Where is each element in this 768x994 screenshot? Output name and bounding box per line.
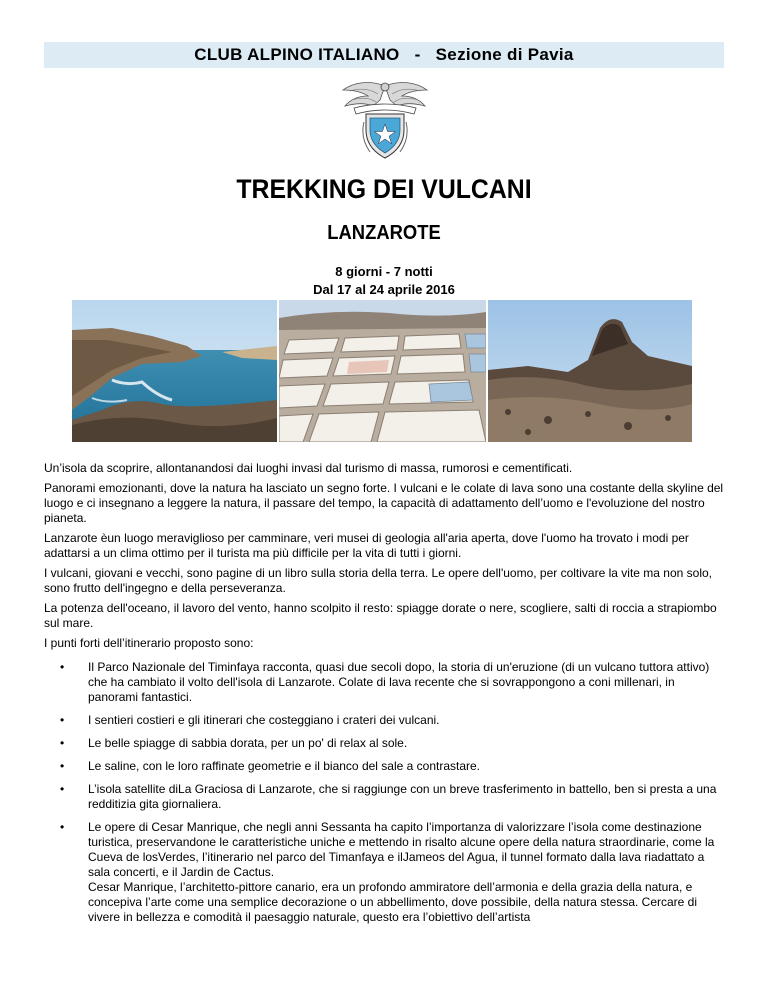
header-separator bbox=[400, 45, 415, 65]
page-title: TREKKING DEI VULCANI bbox=[236, 174, 532, 204]
header-band bbox=[44, 42, 724, 68]
bullet-icon: • bbox=[60, 660, 65, 674]
article-body bbox=[44, 461, 724, 933]
bullet-icon: • bbox=[60, 820, 65, 834]
highlights-list bbox=[44, 660, 724, 925]
intro-paragraph: Un’isola da scoprire, allontanandosi dai luoghi invasi dal turismo di massa, rumorosi e cementificati. bbox=[44, 461, 573, 475]
volcano-photo bbox=[488, 300, 692, 442]
coast-photo bbox=[72, 300, 277, 442]
bullet-icon: • bbox=[60, 782, 65, 796]
header-separator-2 bbox=[421, 45, 436, 65]
bullet-icon: • bbox=[60, 713, 65, 727]
list-item bbox=[44, 660, 724, 705]
bullet-icon: • bbox=[60, 759, 65, 773]
bullet-icon: • bbox=[60, 736, 65, 750]
manrique-text: Cesar Manrique, l’architetto-pittore canario, era un profondo ammiratore dell’armonia e della grazia della natura, e concepiva l’arte come una semplice decorazione o un abbellimento, dove possibile, della natura stessa. Cercare di vivere in bellezza e comodità il paesaggio naturale, questo era l’obiettivo dell’artista bbox=[88, 880, 698, 924]
trip-duration: 8 giorni - 7 notti bbox=[335, 264, 433, 279]
page-subtitle: LANZAROTE bbox=[327, 222, 441, 244]
trip-dates: Dal 17 al 24 aprile 2016 bbox=[313, 282, 455, 297]
list-item-text: I sentieri costieri e gli itinerari che costeggiano i crateri dei vulcani. bbox=[88, 713, 440, 727]
cai-logo-icon bbox=[340, 78, 430, 160]
ocean-paragraph: La potenza dell'oceano, il lavoro del vento, hanno scolpito il resto: spiagge dorate o nere, scogliere, salti di roccia a strapiombo sul mare. bbox=[44, 601, 717, 630]
header-sep: - bbox=[414, 45, 421, 64]
list-item bbox=[44, 759, 724, 774]
highlights-intro: I punti forti dell’itinerario proposto sono: bbox=[44, 636, 254, 650]
volcanoes-paragraph: I vulcani, giovani e vecchi, sono pagine di un libro sulla storia della terra. Le opere dell'uomo, per coltivare la vite ma non solo, sono frutto dell'ingegno e della perseveranza. bbox=[44, 566, 712, 595]
list-item bbox=[44, 782, 724, 812]
list-item bbox=[44, 820, 724, 925]
walking-paragraph: Lanzarote èun luogo meraviglioso per camminare, veri musei di geologia all'aria aperta, dove l'uomo ha trovato i modi per adattarsi a un clima ottimo per il turista ma più difficile per la vita di tutti i giorni. bbox=[44, 531, 689, 560]
header-org: CLUB ALPINO ITALIANO bbox=[194, 45, 400, 64]
panorama-paragraph: Panorami emozionanti, dove la natura ha lasciato un segno forte. I vulcani e le colate di lava sono una costante della skyline del luogo e ci insegnano a leggere la natura, il passare del tempo, la capacità di adattamento dell’uomo e l'evoluzione del nostro pianeta. bbox=[44, 481, 724, 525]
list-item bbox=[44, 736, 724, 751]
salt-pans-photo bbox=[279, 300, 486, 442]
list-item-text: Le saline, con le loro raffinate geometrie e il bianco del sale a contrastare. bbox=[88, 759, 481, 773]
list-item bbox=[44, 713, 724, 728]
list-item-text: L’isola satellite diLa Graciosa di Lanzarote, che si raggiunge con un breve trasferimento in battello, ben si presta a una redditizia gita giornaliera. bbox=[88, 782, 717, 811]
list-item-text: Il Parco Nazionale del Timinfaya racconta, quasi due secoli dopo, la storia di un'eruzione (di un vulcano tuttora attivo) che ha cambiato il volto dell'isola di Lanzarote. Colate di lava recente che si sovrappongono a coni millenari, in panorami fantastici. bbox=[88, 660, 710, 704]
header-section: Sezione di Pavia bbox=[435, 45, 574, 64]
list-item-text: Le belle spiagge di sabbia dorata, per un po' di relax al sole. bbox=[88, 736, 408, 750]
list-item-text: Le opere di Cesar Manrique, che negli anni Sessanta ha capito l’importanza di valorizzare l’isola come destinazione turistica, preservandone le caratteristiche uniche e mettendo in risalto alcune opere della natura straordinarie, come la Cueva de losVerdes, l’itinerario nel parco del Timanfaya e ilJameos del Agua, il tunnel formato dalla lava riadattato a sala concerti, e il Jardin de Cactus. bbox=[88, 820, 715, 879]
